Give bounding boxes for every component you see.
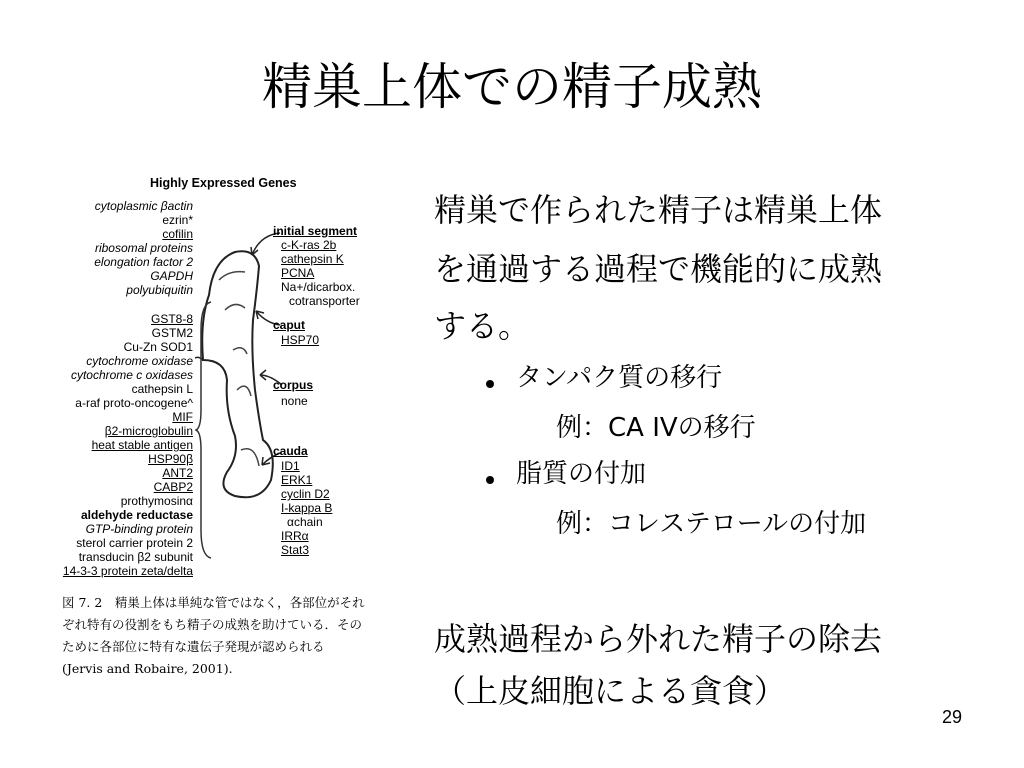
body-line-5: （上皮細胞による貪食） [434, 672, 787, 710]
gene-label: ERK1 [281, 473, 313, 487]
gene-label: cytochrome oxidase [86, 354, 193, 368]
gene-label: I-kappa B [281, 501, 333, 515]
gene-label: Stat3 [281, 543, 310, 557]
brace-line [195, 300, 215, 560]
gene-label: a-raf proto-oncogene^ [75, 396, 193, 410]
gene-label: MIF [172, 410, 193, 424]
gene-label: ribosomal proteins [94, 241, 193, 255]
gene-label: PCNA [281, 266, 315, 280]
gene-label: GSTM2 [151, 326, 193, 340]
figure-title: Highly Expressed Genes [150, 176, 297, 190]
figure-caption: 図 7. 2 精巣上体は単純な管ではなく，各部位がそれぞれ特有の役割をもち精子の成熟を助けている．そのために各部位に特有な遺伝子発現が認められる (Jervis and Robaire, 2001). [62, 595, 365, 676]
body-line-3: する。 [434, 307, 531, 345]
gene-label: aldehyde reductase [80, 508, 193, 522]
bullet-dot-icon [486, 380, 494, 388]
gene-label: ANT2 [162, 466, 193, 480]
bullet-item-2: 脂質の付加 [516, 459, 647, 489]
gene-label: CABP2 [153, 480, 193, 494]
gene-label: polyubiquitin [126, 283, 193, 297]
gene-label: heat stable antigen [91, 438, 193, 452]
gene-label: ezrin* [162, 213, 193, 227]
gene-label: cofilin [162, 227, 193, 241]
bullet-example-1: 例：CA IVの移行 [556, 413, 756, 443]
gene-label: c-K-ras 2b [281, 238, 337, 252]
gene-label: elongation factor 2 [94, 255, 193, 269]
segment-caput-label: caput [273, 318, 306, 332]
segment-corpus-label: corpus [273, 378, 314, 392]
body-line-2: を通過する過程で機能的に成熟 [434, 250, 883, 288]
gene-label: cotransporter [289, 294, 360, 308]
page-number: 29 [941, 707, 962, 727]
gene-label: ID1 [281, 459, 300, 473]
gene-label: GAPDH [150, 269, 193, 283]
gene-label: Cu-Zn SOD1 [123, 340, 193, 354]
gene-label: cytochrome c oxidases [70, 368, 193, 382]
bullet-dot-icon [486, 476, 494, 484]
gene-label: cathepsin K [281, 252, 344, 266]
gene-label: HSP70 [281, 333, 320, 347]
gene-label: αchain [287, 515, 323, 529]
gene-label: β2-microglobulin [104, 424, 193, 438]
bullet-example-2: 例：コレステロールの付加 [556, 509, 867, 539]
gene-label: IRRα [281, 529, 309, 543]
gene-label: sterol carrier protein 2 [76, 536, 193, 550]
slide-title: 精巣上体での精子成熟 [262, 58, 762, 116]
gene-label: transducin β2 subunit [78, 550, 193, 564]
gene-label: cyclin D2 [281, 487, 330, 501]
gene-label: cytoplasmic βactin [94, 199, 193, 213]
gene-label: prothymosinα [120, 494, 193, 508]
gene-label: GTP-binding protein [85, 522, 193, 536]
body-line-4: 成熟過程から外れた精子の除去 [434, 620, 883, 658]
segment-initial-label: initial segment [273, 224, 358, 238]
gene-label: Na+/dicarbox. [281, 280, 356, 294]
gene-label: HSP90β [148, 452, 193, 466]
gene-label: cathepsin L [131, 382, 193, 396]
segment-cauda-label: cauda [273, 444, 308, 458]
gene-label: none [281, 394, 308, 408]
gene-label: GST8-8 [150, 312, 193, 326]
gene-label: 14-3-3 protein zeta/delta [62, 564, 193, 578]
bullet-item-1: タンパク質の移行 [516, 363, 723, 393]
body-line-1: 精巣で作られた精子は精巣上体 [434, 191, 883, 229]
